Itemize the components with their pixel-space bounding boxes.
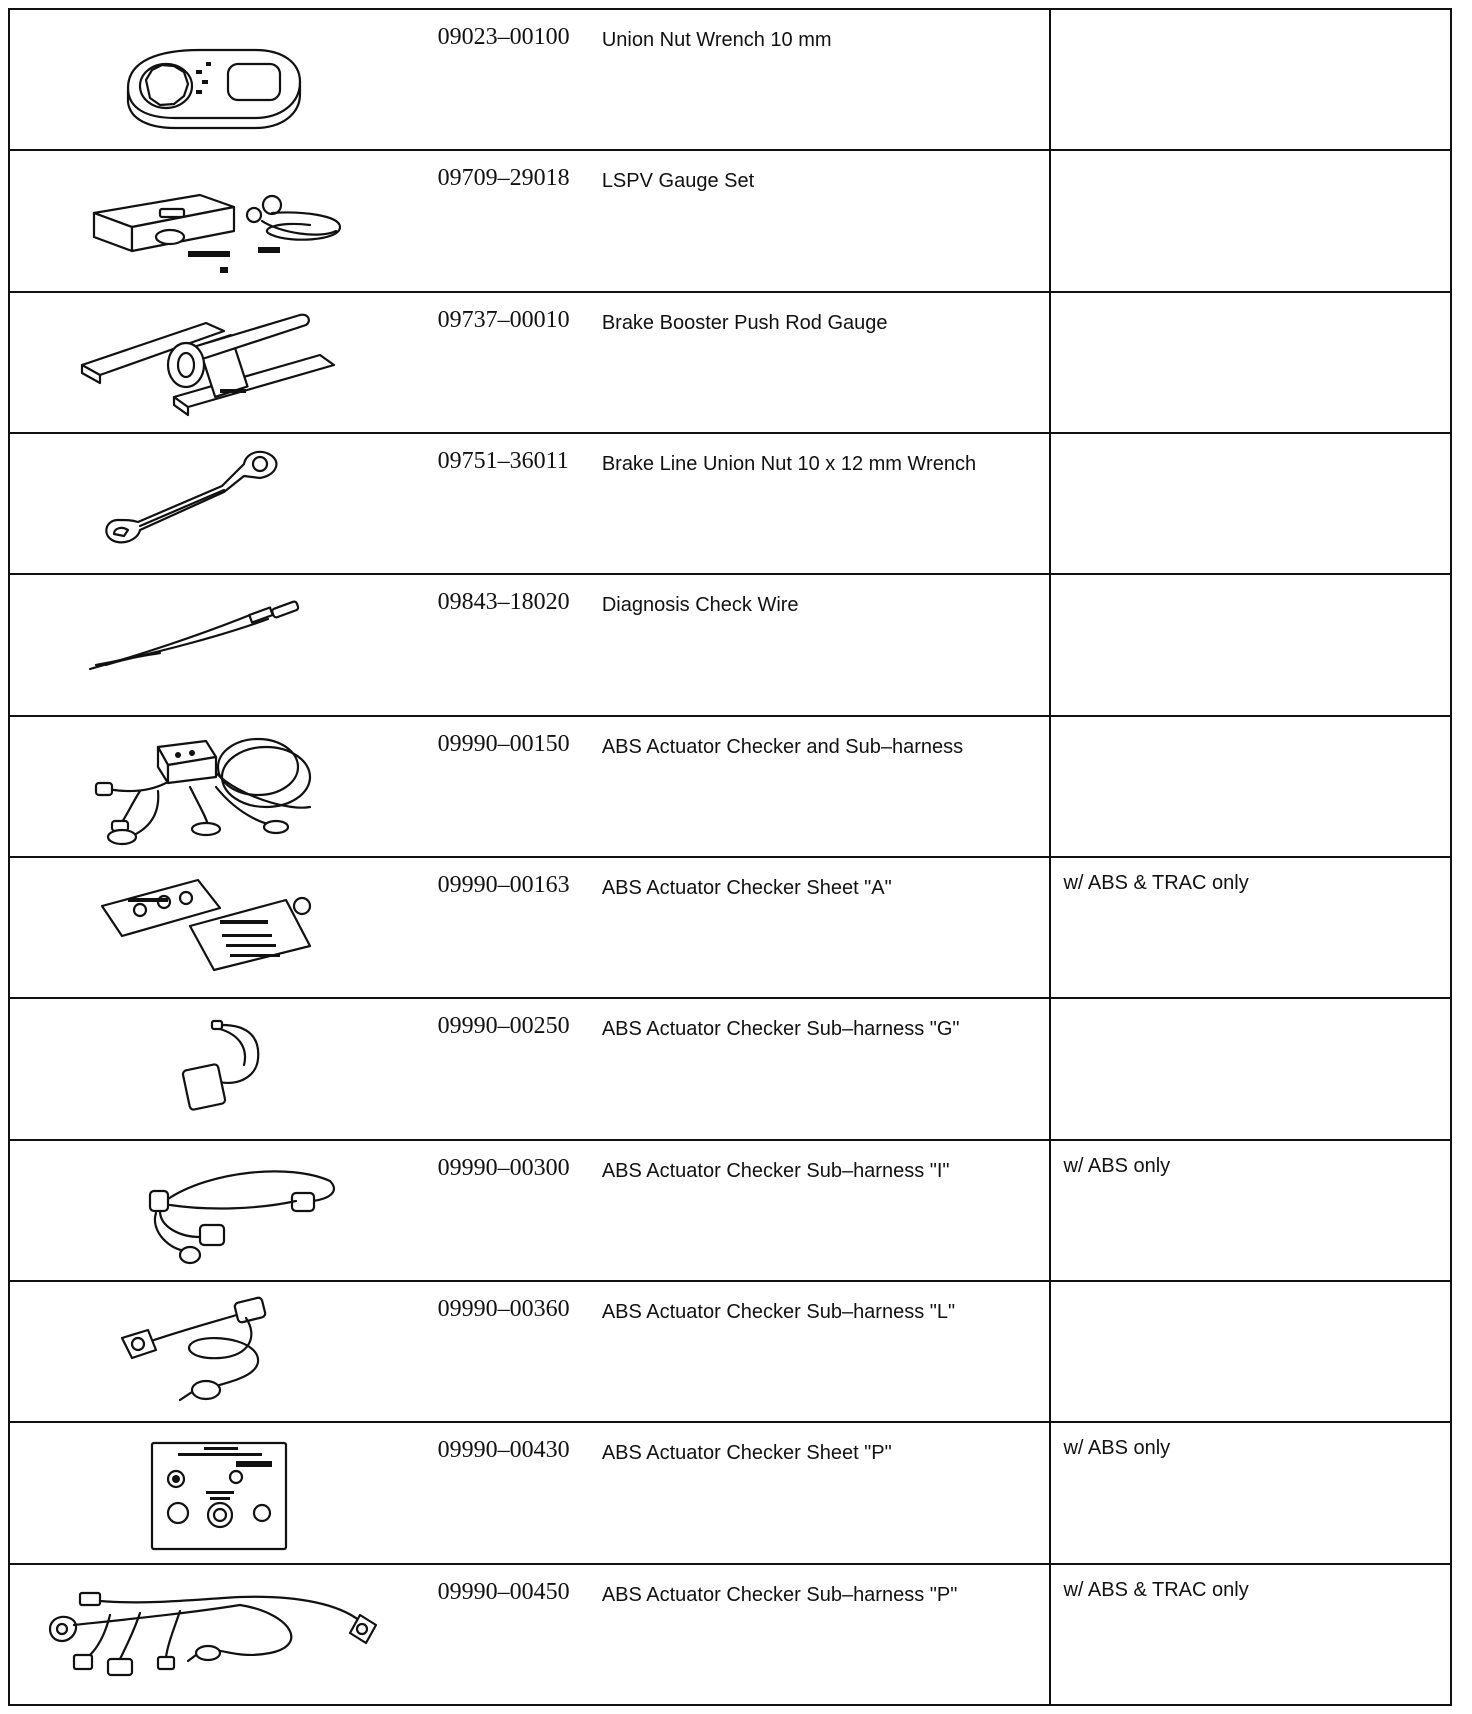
union-nut-wrench-icon: [10, 10, 428, 149]
part-number: 09843–18020: [437, 589, 570, 616]
tool-note: [1051, 717, 1450, 731]
tool-name: Diagnosis Check Wire: [601, 594, 799, 617]
part-number: 09990–00250: [437, 1013, 570, 1040]
tool-name: ABS Actuator Checker Sub–harness "P": [601, 1583, 958, 1606]
tool-note: w/ ABS & TRAC only: [1063, 871, 1249, 894]
part-number: 09751–36011: [437, 447, 569, 474]
tool-name: ABS Actuator Checker Sub–harness "L": [601, 1300, 956, 1323]
tool-note: [1051, 999, 1450, 1013]
tool-row: [9, 433, 1451, 574]
tool-note: [1051, 10, 1450, 24]
tool-row: [9, 1140, 1451, 1281]
tool-row: [9, 857, 1451, 998]
tool-name: ABS Actuator Checker Sheet "A": [601, 876, 892, 899]
tool-name: Brake Line Union Nut 10 x 12 mm Wrench: [601, 452, 977, 475]
tool-note: w/ ABS only: [1063, 1154, 1171, 1177]
tool-note: w/ ABS & TRAC only: [1063, 1578, 1249, 1601]
sub-harness-icon: [10, 1141, 428, 1280]
check-wire-icon: [10, 575, 428, 714]
tool-row: [9, 716, 1451, 857]
sub-harness-icon: [10, 1282, 428, 1421]
tool-name: Brake Booster Push Rod Gauge: [601, 311, 888, 334]
tool-row: [9, 1281, 1451, 1422]
part-number: 09990–00360: [437, 1295, 570, 1322]
tool-row: [9, 150, 1451, 291]
tool-note: [1051, 1282, 1450, 1296]
gauge-set-icon: [10, 151, 428, 290]
special-service-tools-table: [8, 8, 1452, 1706]
tool-note: w/ ABS only: [1063, 1437, 1171, 1460]
tool-name: LSPV Gauge Set: [601, 170, 755, 193]
tool-row: [9, 574, 1451, 715]
part-number: 09023–00100: [437, 24, 570, 50]
part-number: 09990–00163: [437, 871, 570, 898]
tool-note: [1051, 434, 1450, 448]
tool-row: [9, 9, 1451, 150]
line-wrench-icon: [10, 434, 428, 573]
checker-sheet-icon: [10, 858, 428, 997]
push-rod-gauge-icon: [10, 293, 428, 432]
part-number: 09709–29018: [437, 165, 570, 192]
checker-harness-icon: [10, 717, 428, 856]
tool-note: [1051, 293, 1450, 307]
part-number: 09990–00150: [437, 730, 570, 757]
tool-row: [9, 1422, 1451, 1563]
tool-note: [1051, 151, 1450, 165]
tool-note: [1051, 575, 1450, 589]
sub-harness-icon: [10, 999, 428, 1138]
part-number: 09737–00010: [437, 306, 570, 333]
part-number: 09990–00300: [437, 1154, 570, 1181]
part-number: 09990–00430: [437, 1437, 570, 1464]
tool-row: [9, 292, 1451, 433]
part-number: 09990–00450: [437, 1578, 570, 1605]
tool-row: [9, 1564, 1451, 1705]
tool-name: ABS Actuator Checker Sub–harness "G": [601, 1018, 960, 1041]
multi-harness-icon: [10, 1565, 428, 1704]
checker-panel-icon: [10, 1423, 428, 1562]
tool-name: Union Nut Wrench 10 mm: [601, 29, 832, 51]
tool-name: ABS Actuator Checker Sheet "P": [601, 1442, 892, 1465]
tool-name: ABS Actuator Checker and Sub–harness: [601, 735, 964, 758]
tool-name: ABS Actuator Checker Sub–harness "I": [601, 1159, 950, 1182]
tool-row: [9, 998, 1451, 1139]
